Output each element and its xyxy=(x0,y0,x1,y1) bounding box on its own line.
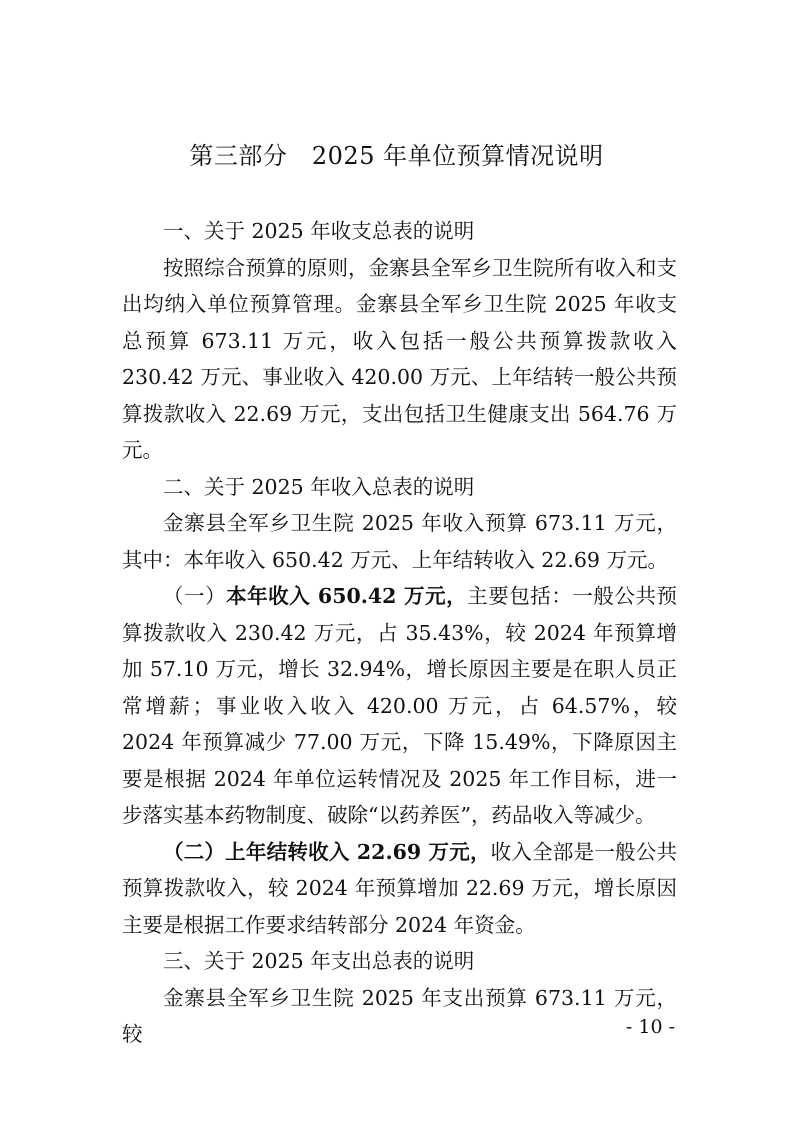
section-heading-3: 三、关于 2025 年支出总表的说明 xyxy=(163,949,475,973)
section-heading-1: 一、关于 2025 年收支总表的说明 xyxy=(163,219,475,243)
paragraph-current-year-income xyxy=(122,578,677,834)
page-title: 第三部分 2025 年单位预算情况说明 xyxy=(189,142,604,170)
paragraph-bold-lead: 本年收入 650.42 万元， xyxy=(226,584,468,608)
document-body xyxy=(122,213,677,1053)
paragraph-2: 金寨县全军乡卫生院 2025 年收入预算 673.11 万元，其中：本年收入 650.42 万元、上年结转收入 22.69 万元。 xyxy=(122,511,677,572)
paragraph-text: 收入全部是一般公共预算拨款收入，较 2024 年预算增加 22.69 万元，增长原因主要是根据工作要求结转部分 2024 年资金。 xyxy=(122,839,678,937)
paragraph-lead: （一） xyxy=(163,584,227,608)
paragraph-text: 主要包括：一般公共预算拨款收入 230.42 万元，占 35.43%，较 2024 年预算增加 57.10 万元，增长 32.94%，增长原因主要是在职人员正常增薪；事业收入收入 420.00 万元，占 64.57%，较 2024 年预算减少 77.00 万元，下降 15.49%，下降原因主要是根据 2024 年单位运转情况及 2025 年工作目标，进一步落实基本药物制度、破除“以药养医”，药品收入等减少。 xyxy=(122,584,677,827)
paragraph-3: 金寨县全军乡卫生院 2025 年支出预算 673.11 万元，较 xyxy=(122,985,677,1046)
paragraph-1: 按照综合预算的原则，金寨县全军乡卫生院所有收入和支出均纳入单位预算管理。金寨县全军乡卫生院 2025 年收支总预算 673.11 万元，收入包括一般公共预算拨款收入 230.42 万元、事业收入 420.00 万元、上年结转一般公共预算拨款收入 22.69 万元，支出包括卫生健康支出 564.76 万元。 xyxy=(122,255,677,462)
paragraph-bold-lead: （二）上年结转收入 22.69 万元， xyxy=(163,839,491,864)
section-heading-2: 二、关于 2025 年收入总表的说明 xyxy=(163,474,475,499)
paragraph-carryover-income xyxy=(122,834,677,944)
page-number: - 10 - xyxy=(625,1016,675,1038)
